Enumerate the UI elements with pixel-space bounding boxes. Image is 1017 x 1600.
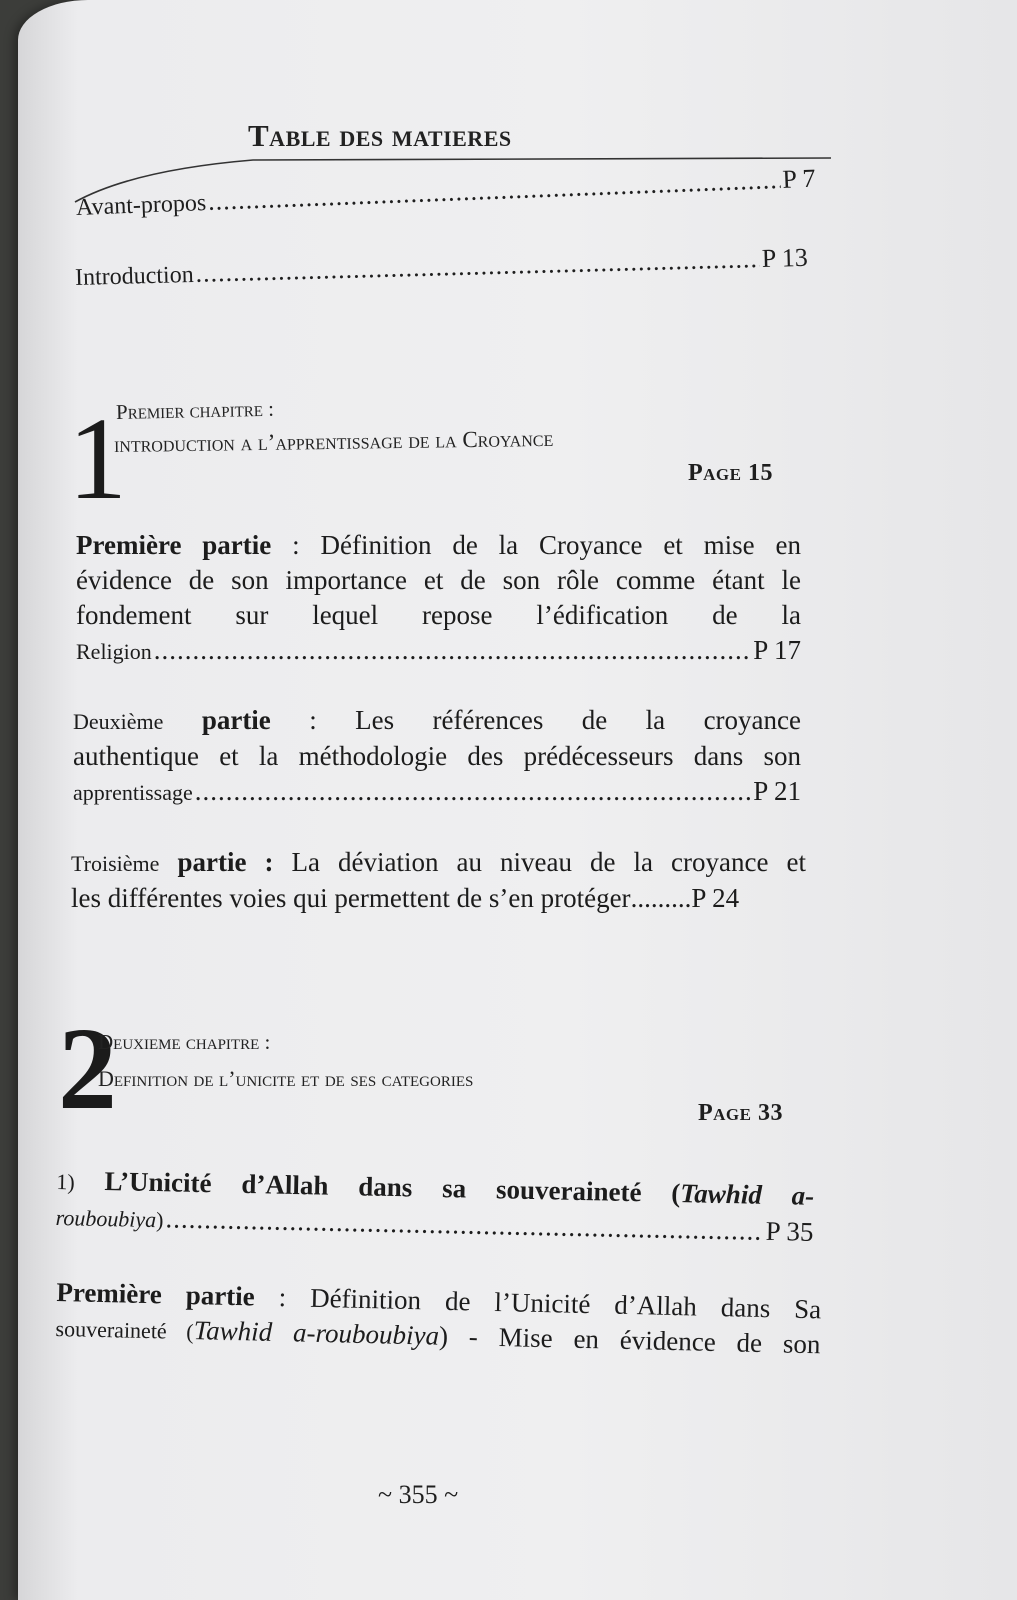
chapter-2-section-1: 1) L’Unicité d’Allah dans sa souveraineté (Tawhid a- rouboubiya) ..... P 35	[55, 1163, 814, 1251]
section-heading: L’Unicité d’Allah dans sa souveraineté (	[104, 1166, 681, 1209]
chapter-1-title-text: introduction a l’apprentissage de la Croyance	[113, 425, 554, 457]
chapter-1-label-text: Premier chapitre :	[115, 396, 275, 424]
entry-page: P 7	[781, 163, 816, 194]
part-heading: partie	[201, 705, 271, 735]
chapter-1-part-1: Première partie : Définition de la Croyance et mise en évidence de son importance et de son rôle comme étant le fondement sur lequel repose l’édification de la Religion ..... P 17	[76, 528, 801, 669]
toc-title: Table des matieres	[248, 118, 512, 153]
dot-leader	[154, 633, 751, 668]
page-number: ~ 355 ~	[378, 1480, 459, 1509]
entry-label: Avant-propos	[75, 190, 207, 221]
chapter-1-page: Page 15	[688, 460, 773, 486]
chapter-1-part-3: Troisième partie : La déviation au niveau de la croyance et les différentes voies qui permettent de s’en protéger ......... P 24	[71, 845, 806, 916]
chapter-1-label	[116, 397, 275, 425]
chapter-2-label	[98, 1030, 270, 1055]
chapter-1-part-2: Deuxième partie : Les références de la croyance authentique et la méthodologie des prédécesseurs dans son apprentissage ..... P 21	[73, 703, 801, 810]
dot-leader: .........	[630, 883, 692, 913]
chapter-1-number: 1	[68, 393, 127, 524]
chapter-1-title	[114, 426, 554, 458]
chapter-2-title	[98, 1066, 473, 1092]
chapter-2-label-text: Deuxieme chapitre :	[98, 1030, 271, 1054]
toc-entry-introduction	[75, 243, 809, 292]
part-heading: partie :	[177, 847, 274, 877]
dot-leader	[195, 244, 760, 289]
chapter-2-part-1: Première partie : Définition de l’Unicité d’Allah dans Sa souveraineté (Tawhid a-rouboubiya) - Mise en évidence de son	[55, 1277, 822, 1360]
chapter-2-page: Page 33	[698, 1100, 783, 1126]
book-page	[18, 0, 1017, 1600]
entry-page: P 24	[691, 883, 740, 913]
part-heading: Première partie	[76, 530, 272, 560]
dot-leader	[195, 774, 752, 809]
part-heading: Première partie	[56, 1277, 256, 1312]
entry-label: Introduction	[74, 261, 194, 291]
entry-page: P 13	[761, 242, 809, 274]
entry-page: P 35	[765, 1215, 814, 1247]
entry-page: P 21	[753, 776, 801, 806]
chapter-2-title-text: Definition de l’unicite et de ses categories	[98, 1066, 474, 1091]
entry-page: P 17	[753, 635, 801, 665]
chapter-2-number: 2	[58, 1003, 117, 1134]
